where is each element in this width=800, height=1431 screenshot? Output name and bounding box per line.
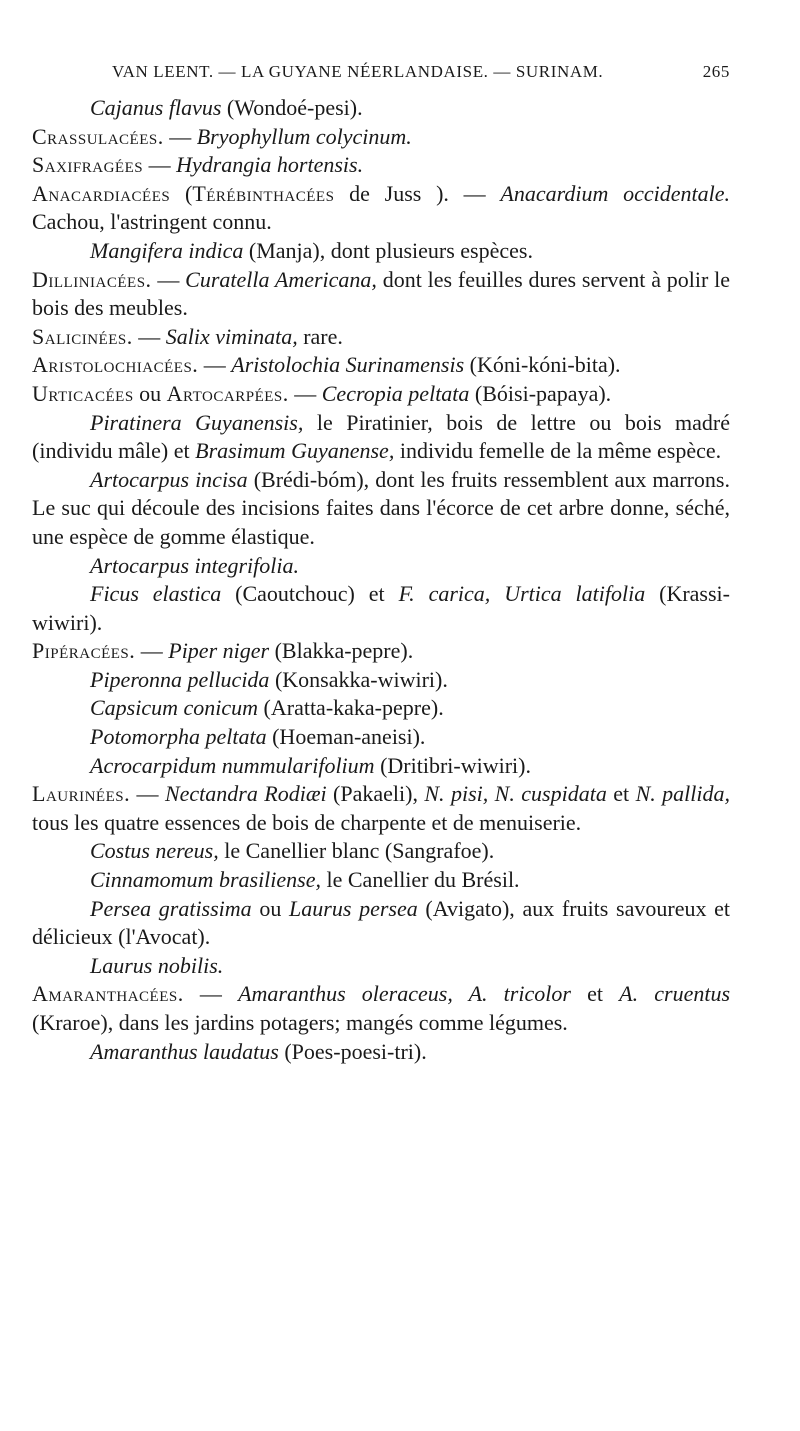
text-run: (Krassi-wiwiri).: [32, 581, 730, 635]
page-number: 265: [702, 62, 730, 81]
italic-text: Amaranthus oleraceus, A. tricolor: [238, 981, 571, 1007]
text-entry: [32, 266, 730, 323]
text-entry: [32, 837, 730, 866]
text-entry: [32, 552, 730, 581]
text-run: (Bóisi-papaya).: [469, 380, 612, 406]
text-run: —: [130, 781, 165, 807]
text-run: (Manja), dont plusieurs espèces.: [243, 237, 533, 263]
text-entry: [32, 637, 730, 666]
text-run: —: [151, 266, 186, 292]
italic-text: Piperonna pellucida: [90, 666, 270, 692]
italic-text: Ficus elastica: [90, 581, 222, 607]
text-entry: [32, 1038, 730, 1067]
text-run: tous les quatre essences de bois de charpente et de menuiserie.: [32, 809, 582, 835]
family-name: Urticacées: [32, 380, 134, 406]
text-run: (Konsakka-wiwiri).: [269, 666, 448, 692]
family-name: Dilliniacées.: [32, 266, 152, 292]
text-run: —: [135, 638, 169, 664]
family-name: Anacardiacées: [32, 180, 171, 206]
text-run: et: [606, 781, 636, 807]
text-run: —: [198, 352, 232, 378]
text-entry: [32, 895, 730, 952]
italic-text: Aristolochia Surinamensis: [231, 352, 465, 378]
italic-text: Cajanus flavus: [90, 95, 222, 120]
italic-text: Mangifera indica: [90, 237, 244, 263]
text-run: (Wondoé-pesi).: [221, 95, 363, 120]
italic-text: Hydrangia hortensis.: [176, 152, 364, 178]
text-entry: [32, 980, 730, 1037]
text-run: (Caoutchouc) et: [221, 581, 399, 607]
text-run: rare.: [297, 323, 343, 349]
text-run: —: [183, 981, 239, 1007]
text-run: (Dritibri-wiwiri).: [374, 752, 531, 778]
italic-text: Persea gratissima: [90, 895, 252, 921]
text-run: (Pakaeli),: [326, 781, 425, 807]
text-entry: [32, 580, 730, 637]
text-run: —: [143, 152, 177, 178]
family-name: Laurinées.: [32, 781, 131, 807]
italic-text: N. pallida,: [635, 781, 731, 807]
text-run: le Canellier blanc (Sangrafoe).: [218, 838, 495, 864]
italic-text: Potomorpha peltata: [90, 724, 267, 750]
text-entry: [32, 466, 730, 552]
text-entry: [32, 237, 730, 266]
family-name: Crassulacées.: [32, 123, 164, 149]
text-run: (Hoeman-aneisi).: [266, 724, 426, 750]
text-run: le Canellier du Brésil.: [321, 867, 520, 893]
text-entry: [32, 694, 730, 723]
text-run: —: [288, 380, 322, 406]
italic-text: Artocarpus incisa: [90, 466, 248, 492]
italic-text: Acrocarpidum nummularifolium: [90, 752, 375, 778]
italic-text: Cinnamomum brasiliense,: [90, 867, 321, 893]
family-name: Térébinthacées: [192, 180, 335, 206]
text-entry: [32, 180, 730, 237]
text-run: (Poes-poesi-tri).: [278, 1038, 427, 1064]
text-run: Cachou, l'astringent connu.: [32, 209, 272, 235]
italic-text: Costus nereus,: [90, 838, 219, 864]
italic-text: Cecropia peltata: [321, 380, 470, 406]
text-entry: [32, 752, 730, 781]
text-body: [32, 94, 730, 1066]
text-run: le Piratinier, bois de lettre ou bois madré (individu mâle) et: [32, 409, 730, 464]
text-run: de Juss ). —: [334, 180, 501, 206]
text-entry: [32, 409, 730, 466]
running-title: VAN LEENT. — LA GUYANE NÉERLANDAISE. — SURINAM.: [112, 62, 604, 81]
text-entry: [32, 723, 730, 752]
text-entry: [32, 94, 730, 123]
text-entry: [32, 123, 730, 152]
text-run: (Brédi-bóm), dont les fruits ressemblent aux marrons. Le suc qui découle des incisions faites dans l'écorce de cet arbre donne, séché, une espèce de gomme élastique.: [32, 466, 730, 549]
italic-text: Piratinera Guyanensis,: [90, 409, 304, 435]
text-run: —: [163, 123, 197, 149]
italic-text: Nectandra Rodiæi: [164, 781, 327, 807]
family-name: Amaranthacées.: [32, 981, 184, 1007]
italic-text: Laurus nobilis.: [90, 952, 224, 978]
text-entry: [32, 866, 730, 895]
italic-text: Artocarpus integrifolia.: [90, 552, 299, 578]
family-name: Salicinées.: [32, 323, 133, 349]
running-header: [32, 58, 730, 88]
text-run: ou: [133, 380, 167, 406]
text-run: —: [132, 323, 166, 349]
family-name: Pipéracées.: [32, 638, 136, 664]
text-run: ou: [251, 895, 290, 921]
italic-text: Curatella Americana,: [185, 266, 377, 292]
text-run: et: [570, 981, 620, 1007]
italic-text: N. pisi, N. cuspidata: [424, 781, 607, 807]
text-run: (Kraroe), dans les jardins potagers; mangés comme légumes.: [32, 1010, 568, 1035]
italic-text: F. carica, Urtica latifolia: [398, 581, 646, 607]
text-entry: [32, 952, 730, 981]
italic-text: Amaranthus laudatus: [90, 1038, 279, 1064]
family-name: Aristolochiacées.: [32, 352, 199, 378]
italic-text: Laurus persea: [289, 895, 418, 921]
italic-text: Bryophyllum colycinum.: [196, 123, 412, 149]
text-entry: [32, 380, 730, 409]
text-run: (Avigato), aux fruits savoureux et délicieux (l'Avocat).: [32, 895, 731, 950]
italic-text: Anacardium occidentale.: [500, 180, 731, 206]
text-entry: [32, 151, 730, 180]
italic-text: Brasimum Guyanense,: [195, 438, 395, 464]
text-entry: [32, 666, 730, 695]
text-run: individu femelle de la même espèce.: [394, 438, 722, 464]
page: [32, 58, 730, 1066]
text-entry: [32, 323, 730, 352]
text-run: dont les feuilles dures servent à polir le bois des meubles.: [32, 266, 731, 321]
text-run: (Blakka-pepre).: [269, 638, 414, 664]
italic-text: A. cruentus: [619, 981, 731, 1007]
text-entry: [32, 351, 730, 380]
text-entry: [32, 780, 730, 837]
italic-text: Piper niger: [168, 638, 270, 664]
italic-text: Capsicum conicum: [90, 695, 259, 721]
text-run: (Aratta-kaka-pepre).: [258, 695, 444, 721]
italic-text: Salix viminata,: [165, 323, 298, 349]
family-name: Saxifragées: [32, 152, 144, 178]
text-run: (: [170, 180, 193, 206]
family-name: Artocarpées.: [166, 380, 289, 406]
text-run: (Kóni-kóni-bita).: [464, 352, 621, 378]
